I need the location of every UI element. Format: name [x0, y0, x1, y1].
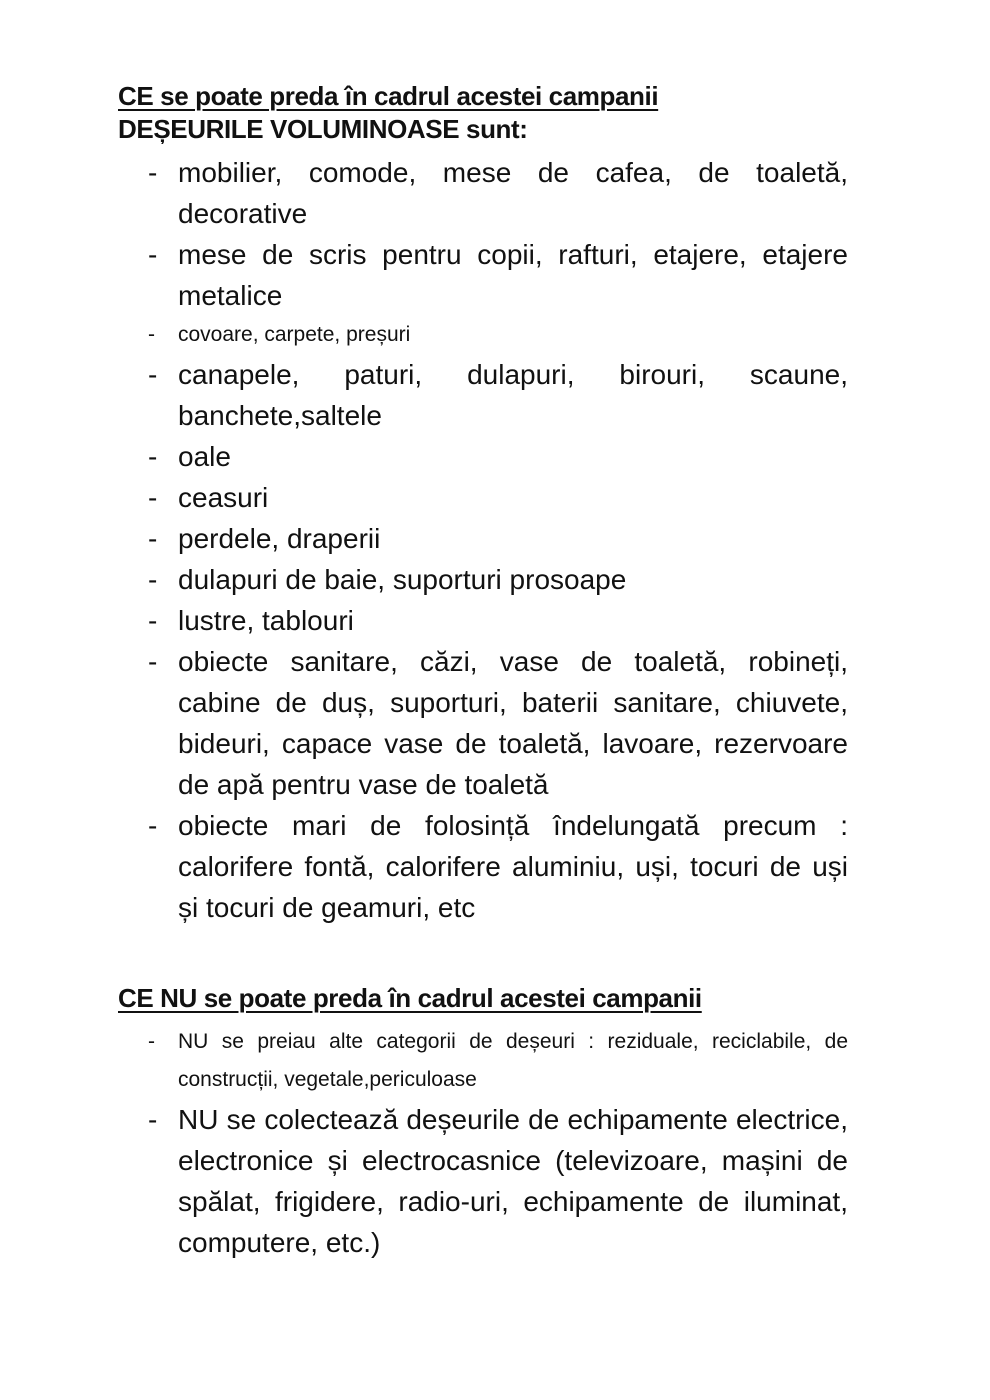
- section-allowed-title: CE se poate preda în cadrul acestei campanii: [118, 81, 659, 111]
- list-bullet-dash: -: [148, 441, 158, 472]
- section-not-allowed-title: CE NU se poate preda în cadrul acestei campanii: [118, 983, 702, 1013]
- list-bullet-dash: -: [148, 359, 158, 390]
- list-bullet-dash: -: [148, 810, 158, 841]
- list-item-text: covoare, carpete, preșuri: [178, 323, 411, 346]
- not-allowed-items-list: [118, 1023, 990, 1263]
- list-item: [148, 641, 848, 805]
- list-item: [148, 600, 848, 641]
- list-item-text: mobilier, comode, mese de cafea, de toaletă, decorative: [178, 157, 848, 229]
- list-item: [148, 477, 848, 518]
- list-item-text: lustre, tablouri: [178, 605, 354, 636]
- list-item-text: perdele, draperii: [178, 523, 381, 554]
- list-bullet-dash: -: [148, 523, 158, 554]
- list-bullet-dash: -: [148, 157, 158, 188]
- section-allowed: [118, 80, 990, 928]
- list-bullet-dash: -: [148, 646, 158, 677]
- list-item: [148, 559, 848, 600]
- list-bullet-dash: -: [148, 323, 155, 346]
- list-item-text: oale: [178, 441, 231, 472]
- list-item-text: ceasuri: [178, 482, 269, 513]
- list-bullet-dash: -: [148, 605, 158, 636]
- list-item: [148, 1099, 848, 1263]
- list-item-text: dulapuri de baie, suporturi prosoape: [178, 564, 627, 595]
- list-item-text: obiecte mari de folosință îndelungată precum : calorifere fontă, calorifere aluminiu, uși, tocuri de uși și tocuri de geamuri, etc: [178, 810, 848, 923]
- list-item: [148, 316, 848, 354]
- list-item-text: obiecte sanitare, căzi, vase de toaletă, robineți, cabine de duș, suporturi, baterii sanitare, chiuvete, bideuri, capace vase de toaletă, lavoare, rezervoare de apă pentru vase de toaletă: [178, 646, 848, 800]
- list-item: [148, 234, 848, 316]
- list-bullet-dash: -: [148, 564, 158, 595]
- list-bullet-dash: -: [148, 482, 158, 513]
- list-item: [148, 436, 848, 477]
- list-item: [148, 152, 848, 234]
- list-item: [148, 354, 848, 436]
- list-bullet-dash: -: [148, 1030, 155, 1053]
- list-item: [148, 518, 848, 559]
- list-bullet-dash: -: [148, 1104, 158, 1135]
- list-item: [148, 805, 848, 928]
- list-item-text: NU se colectează deșeurile de echipamente electrice, electronice și electrocasnice (televizoare, mașini de spălat, frigidere, radio-uri, echipamente de iluminat, computere, etc.): [178, 1104, 848, 1258]
- list-item-text: NU se preiau alte categorii de deșeuri : reziduale, reciclabile, de construcții, vegetale,periculoase: [178, 1030, 848, 1091]
- section-not-allowed: [118, 982, 990, 1263]
- list-item-text: mese de scris pentru copii, rafturi, etajere, etajere metalice: [178, 239, 848, 311]
- list-bullet-dash: -: [148, 239, 158, 270]
- list-item: [148, 1023, 848, 1099]
- section-allowed-subtitle: DEȘEURILE VOLUMINOASE sunt:: [118, 114, 528, 144]
- list-item-text: canapele, paturi, dulapuri, birouri, scaune, banchete,saltele: [178, 359, 848, 431]
- allowed-items-list: [118, 152, 990, 928]
